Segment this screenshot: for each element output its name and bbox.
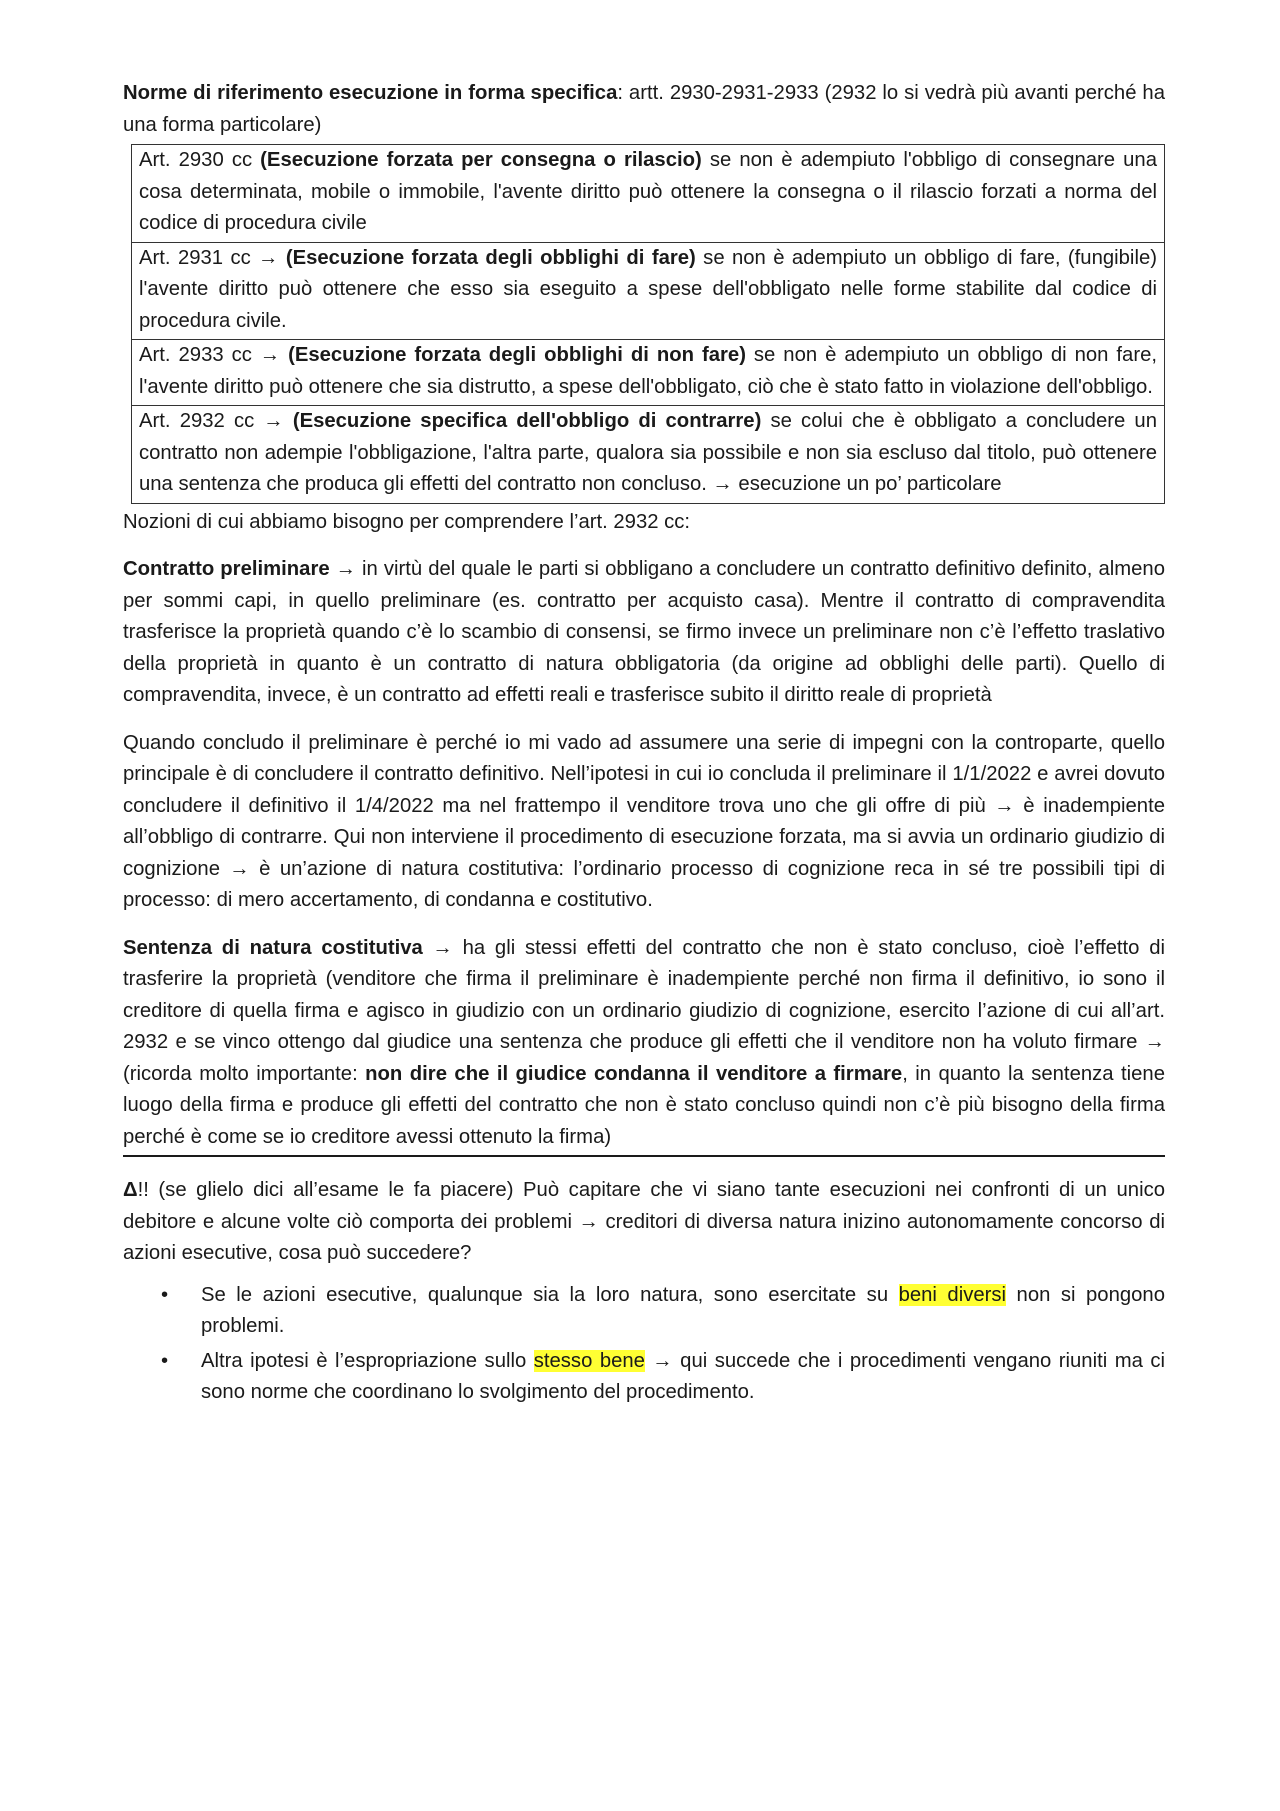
article-row — [132, 242, 1165, 340]
article-title: (Esecuzione specifica dell'obbligo di contrarre) — [292, 410, 762, 432]
intro-bold: Norme di riferimento esecuzione in forma specifica — [123, 82, 618, 104]
highlighted-text: stesso bene — [533, 1349, 645, 1372]
intro-paragraph — [123, 78, 1165, 141]
list-item — [123, 1346, 1165, 1409]
sentenza-bold: Sentenza di natura costitutiva — [123, 936, 423, 959]
notions-line: Nozioni di cui abbiamo bisogno per comprendere l’art. 2932 cc: — [123, 510, 691, 533]
article-cell — [132, 406, 1165, 504]
list-item — [123, 1280, 1165, 1343]
article-prefix: Art. 2933 cc → — [139, 344, 289, 366]
sentenza-text-1: → ha gli stessi effetti del contratto che non è stato concluso, cioè l’effetto di trasferire la proprietà (venditore che firma il preliminare è inadempiente perché non firma il definitivo, io sono il creditore di quella firma e agisco in giudizio con un ordinario giudizio di cognizione, esercito l’azione di cui all’art. 2932 e se vinco ottengo dal giudice una sentenza che produce gli effetti che il venditore non ha voluto firmare → (ricorda molto importante: — [123, 936, 1165, 1085]
delta-paragraph — [123, 1175, 1165, 1270]
preliminare-bold: Contratto preliminare — [123, 558, 330, 580]
article-prefix: Art. 2931 cc → — [139, 246, 286, 269]
bullet-text-after: non si pongono problemi. — [201, 1283, 1165, 1337]
article-cell — [132, 340, 1165, 406]
article-row — [132, 145, 1165, 243]
bullet-list — [123, 1280, 1165, 1409]
article-text: se colui che è obbligato a concludere un contratto non adempie l'obbligazione, l'altra parte, qualora sia possibile e non sia escluso dal titolo, può ottenere una sentenza che produca gli effetti del contratto non concluso. → esecuzione un po’ particolare — [139, 410, 1157, 495]
article-row — [132, 340, 1165, 406]
bullet-text-after: → qui succede che i procedimenti vengano riuniti ma ci sono norme che coordinano lo svolgimento del procedimento. — [201, 1349, 1165, 1403]
articles-table — [131, 144, 1165, 504]
sentenza-text-2: , in quanto la sentenza tiene luogo della firma e produce gli effetti del contratto che non è stato concluso quindi non c’è più bisogno della firma perché è come se io creditore avessi ottenuto la firma) — [123, 1062, 1165, 1148]
sentenza-paragraph — [123, 933, 1165, 1158]
delta-symbol: Δ — [123, 1179, 138, 1201]
preliminare-paragraph — [123, 554, 1165, 712]
article-title: (Esecuzione forzata per consegna o rilascio) — [260, 149, 702, 171]
quando-paragraph: Quando concludo il preliminare è perché io mi vado ad assumere una serie di impegni con la controparte, quello principale è di concludere il contratto definitivo. Nell’ipotesi in cui io concluda il preliminare il 1/1/2022 e avrei dovuto concludere il definitivo il 1/4/2022 ma nel frattempo il venditore trova uno che gli offre di più → è inadempiente all’obbligo di contrarre. Qui non interviene il procedimento di esecuzione forzata, ma si avvia un ordinario giudizio di cognizione → è un’azione di natura costitutiva: l’ordinario processo di cognizione reca in sé tre possibili tipi di processo: di mero accertamento, di condanna e costitutivo. — [123, 731, 1165, 911]
article-cell — [132, 242, 1165, 340]
bullet-text-before: Altra ipotesi è l’espropriazione sullo — [201, 1349, 534, 1372]
article-row — [132, 406, 1165, 504]
article-prefix: Art. 2930 cc — [139, 149, 261, 171]
article-text: se non è adempiuto un obbligo di fare, (fungibile) l'avente diritto può ottenere che esso sia eseguito a spese dell'obbligato nelle forme stabilite dal codice di procedura civile. — [139, 246, 1157, 332]
article-text: se non è adempiuto un obbligo di non fare, l'avente diritto può ottenere che sia distrutto, a spese dell'obbligato, ciò che è stato fatto in violazione dell'obbligo. — [139, 344, 1157, 398]
delta-text: !! (se glielo dici all’esame le fa piacere) Può capitare che vi siano tante esecuzioni nei confronti di un unico debitore e alcune volte ciò comporta dei problemi → creditori di diversa natura inizino autonomamente concorso di azioni esecutive, cosa può succedere? — [123, 1179, 1165, 1264]
article-prefix: Art. 2932 cc → — [139, 410, 293, 432]
article-title: (Esecuzione forzata degli obblighi di non fare) — [288, 344, 746, 366]
article-cell — [132, 145, 1165, 243]
document-page — [123, 78, 1165, 1412]
intro-text: : artt. 2930-2931-2933 (2932 lo si vedrà più avanti perché ha una forma particolare) — [123, 82, 1165, 136]
sentenza-bold-2: non dire che il giudice condanna il venditore a firmare — [365, 1062, 903, 1085]
bullet-text-before: Se le azioni esecutive, qualunque sia la loro natura, sono esercitate su — [201, 1283, 899, 1306]
highlighted-text: beni diversi — [898, 1283, 1007, 1306]
article-title: (Esecuzione forzata degli obblighi di fare) — [285, 246, 696, 269]
bullet-icon: • — [161, 1283, 169, 1306]
bullet-icon: • — [161, 1349, 169, 1372]
article-text: se non è adempiuto l'obbligo di consegnare una cosa determinata, mobile o immobile, l'avente diritto può ottenere la consegna o il rilascio forzati a norma del codice di procedura civile — [139, 149, 1157, 234]
preliminare-text: → in virtù del quale le parti si obbligano a concludere un contratto definitivo definito, almeno per sommi capi, in quello preliminare (es. contratto per acquisto casa). Mentre il contratto di compravendita trasferisce la proprietà quando c’è lo scambio di consensi, se firmo invece un preliminare non c’è l’effetto traslativo della proprietà in quanto è un contratto di natura obbligatoria (da origine ad obblighi delle parti). Quello di compravendita, invece, è un contratto ad effetti reali e trasferisce subito il diritto reale di proprietà — [123, 558, 1165, 706]
